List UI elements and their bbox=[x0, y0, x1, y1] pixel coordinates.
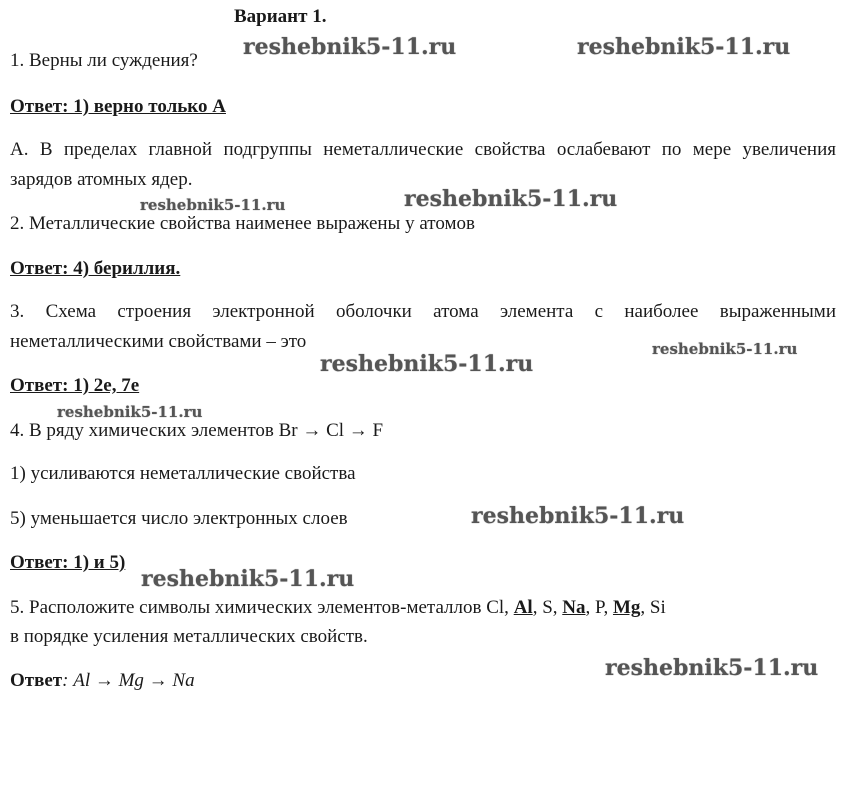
question-1: 1. Верны ли суждения? bbox=[10, 50, 198, 71]
question-5 bbox=[10, 597, 666, 619]
watermark: reshebnik5-11.ru bbox=[652, 340, 798, 358]
answer-5-label: Ответ bbox=[10, 670, 63, 691]
answer-5 bbox=[10, 670, 195, 692]
watermark: reshebnik5-11.ru bbox=[605, 655, 819, 681]
watermark: reshebnik5-11.ru bbox=[57, 403, 203, 421]
separator-1: , S, bbox=[532, 597, 563, 618]
separator-2: , P, bbox=[585, 597, 613, 618]
watermark: reshebnik5-11.ru bbox=[141, 566, 355, 592]
watermark: reshebnik5-11.ru bbox=[577, 34, 791, 60]
question-5-suffix: , Si bbox=[640, 597, 666, 618]
element-mg: Mg bbox=[612, 597, 641, 618]
option-1: 1) усиливаются неметаллические свойства bbox=[10, 463, 356, 484]
question-5-prefix: 5. Расположите символы химических элементов-металлов Cl, bbox=[10, 597, 514, 618]
option-5: 5) уменьшается число электронных слоев bbox=[10, 508, 348, 529]
question-4: 4. В ряду химических элементов Br → Cl → F bbox=[10, 420, 384, 441]
watermark: reshebnik5-11.ru bbox=[320, 351, 534, 377]
page-title: Вариант 1. bbox=[234, 6, 327, 27]
answer-3: Ответ: 1) 2е, 7е bbox=[10, 375, 140, 396]
question-5-line-2: в порядке усиления металлических свойств. bbox=[10, 626, 368, 647]
question-2: 2. Металлические свойства наименее выражены у атомов bbox=[10, 213, 475, 234]
statement-a: А. В пределах главной подгруппы неметаллические свойства ослабевают по мере увеличения зарядов атомных ядер. bbox=[10, 139, 836, 190]
answer-1: Ответ: 1) верно только А bbox=[10, 96, 226, 117]
answer-5-value: : Al → Mg → Na bbox=[62, 670, 195, 691]
watermark: reshebnik5-11.ru bbox=[471, 503, 685, 529]
answer-2: Ответ: 4) бериллия. bbox=[10, 258, 181, 279]
answer-4: Ответ: 1) и 5) bbox=[10, 552, 126, 573]
watermark: reshebnik5-11.ru bbox=[243, 34, 457, 60]
watermark: reshebnik5-11.ru bbox=[140, 196, 286, 214]
element-al: Al bbox=[513, 597, 533, 618]
question-3: 3. Схема строения электронной оболочки атома элемента с наиболее выраженными неметаллическими свойствами – это bbox=[10, 301, 836, 352]
watermark: reshebnik5-11.ru bbox=[404, 186, 618, 212]
element-na: Na bbox=[562, 597, 586, 618]
